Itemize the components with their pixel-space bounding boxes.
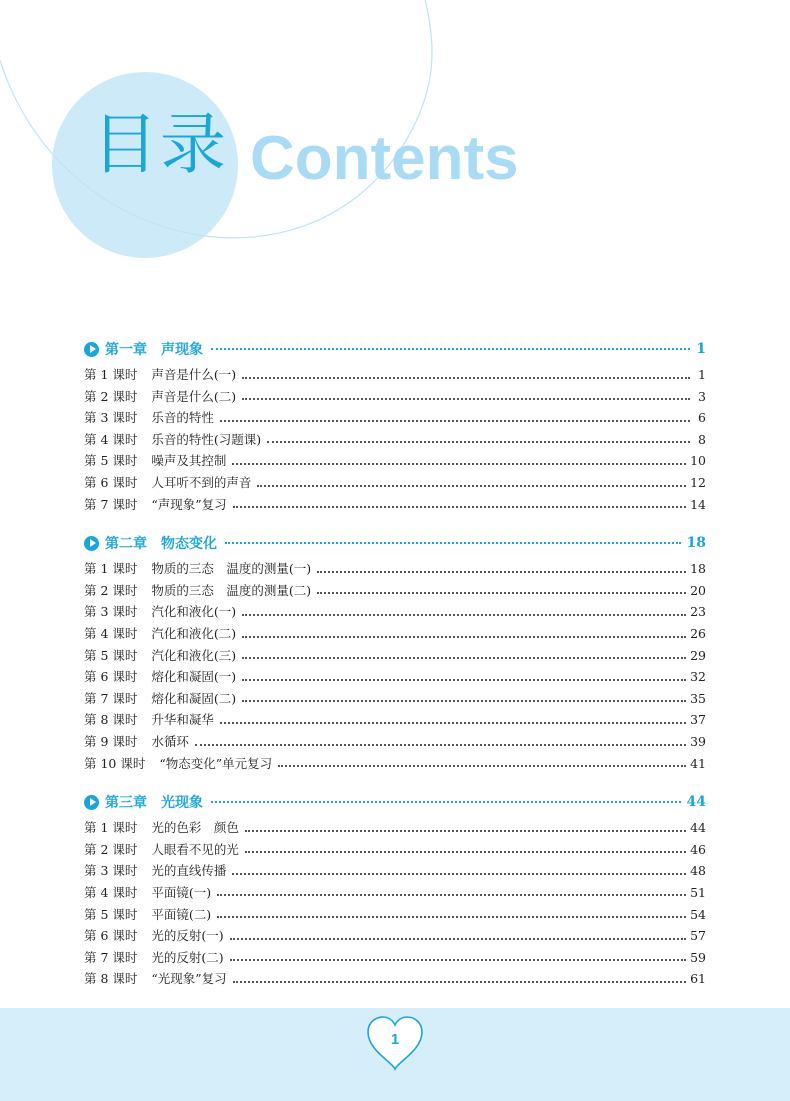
lesson-title: 汽化和液化(二) — [151, 626, 237, 642]
dot-leader — [242, 679, 686, 681]
lesson-title: 声音是什么(二) — [151, 388, 237, 404]
dot-leader — [211, 801, 681, 803]
page-number: 1 — [390, 1031, 400, 1048]
lesson-title: 熔化和凝固(二) — [151, 690, 237, 706]
lesson-title: 乐音的特性(习题课) — [151, 431, 262, 447]
dot-leader — [267, 441, 690, 443]
chapter-number: 第三章 — [105, 795, 147, 812]
lesson-page: 46 — [690, 841, 706, 857]
dot-leader — [233, 506, 686, 508]
dot-leader — [245, 851, 686, 853]
chapter-title: 光现象 — [161, 795, 203, 812]
lesson-page: 59 — [690, 949, 706, 965]
lesson-page: 54 — [690, 906, 706, 922]
title-english: Contents — [250, 124, 519, 193]
lesson-number: 第 2 课时 — [84, 841, 138, 857]
lesson-number: 第 2 课时 — [84, 582, 138, 598]
lesson-row[interactable] — [84, 727, 706, 749]
lesson-title: 汽化和液化(三) — [151, 647, 237, 663]
lesson-title: 光的反射(二) — [151, 949, 224, 965]
lesson-row[interactable] — [84, 403, 706, 425]
chapter-row[interactable] — [84, 338, 706, 360]
lesson-number: 第 5 课时 — [84, 453, 138, 469]
lesson-page: 57 — [690, 928, 706, 944]
lesson-page: 1 — [698, 367, 706, 383]
lesson-row[interactable] — [84, 856, 706, 878]
lesson-row[interactable] — [84, 468, 706, 490]
dot-leader — [232, 463, 686, 465]
chapter-row[interactable] — [84, 791, 706, 813]
lesson-number: 第 1 课时 — [84, 367, 138, 383]
dot-leader — [242, 636, 686, 638]
dot-leader — [232, 873, 686, 875]
lesson-row[interactable] — [84, 684, 706, 706]
dot-leader — [242, 700, 686, 702]
lesson-page: 35 — [690, 690, 706, 706]
dot-leader — [220, 722, 686, 724]
lesson-row[interactable] — [84, 360, 706, 382]
dot-leader — [233, 981, 686, 983]
lesson-page: 18 — [690, 561, 706, 577]
play-icon — [84, 342, 99, 357]
lesson-row[interactable] — [84, 813, 706, 835]
chapter-block — [84, 338, 706, 511]
lesson-number: 第 9 课时 — [84, 734, 138, 749]
lesson-number: 第 5 课时 — [84, 647, 138, 663]
dot-leader — [242, 398, 690, 400]
lesson-page: 37 — [690, 712, 706, 728]
lesson-number: 第 2 课时 — [84, 388, 138, 404]
lesson-row[interactable] — [84, 554, 706, 576]
lesson-page: 61 — [690, 971, 706, 987]
chapter-number: 第二章 — [105, 536, 147, 553]
lesson-row[interactable] — [84, 964, 706, 986]
lesson-number: 第 4 课时 — [84, 884, 138, 900]
dot-leader — [195, 744, 686, 746]
chapter-page: 1 — [696, 341, 706, 357]
lesson-page: 3 — [698, 388, 706, 404]
lesson-row[interactable] — [84, 943, 706, 965]
dot-leader — [230, 959, 686, 961]
lesson-page: 41 — [690, 755, 706, 771]
lesson-title: “光现象”复习 — [151, 971, 227, 987]
lesson-row[interactable] — [84, 446, 706, 468]
chapter-block — [84, 532, 706, 770]
lesson-number: 第 3 课时 — [84, 410, 138, 426]
lesson-page: 14 — [690, 496, 706, 512]
lesson-title: 物质的三态 温度的测量(一) — [151, 561, 312, 577]
lesson-title: 平面镜(二) — [151, 906, 212, 922]
chapter-page: 44 — [686, 794, 706, 811]
lesson-title: 光的反射(一) — [151, 928, 224, 944]
lesson-number: 第 5 课时 — [84, 906, 138, 922]
lesson-page: 10 — [690, 453, 706, 469]
lesson-row[interactable] — [84, 641, 706, 663]
lesson-number: 第 4 课时 — [84, 431, 138, 447]
dot-leader — [217, 894, 686, 896]
lesson-number: 第 6 课时 — [84, 475, 138, 491]
lesson-title: 平面镜(一) — [151, 884, 212, 900]
dot-leader — [278, 765, 686, 767]
lesson-number: 第 6 课时 — [84, 669, 138, 685]
dot-leader — [317, 592, 686, 594]
lesson-row[interactable] — [84, 662, 706, 684]
lesson-row[interactable] — [84, 878, 706, 900]
lesson-row[interactable] — [84, 597, 706, 619]
lesson-title: 人耳听不到的声音 — [151, 475, 252, 491]
dot-leader — [242, 377, 690, 379]
lesson-row[interactable] — [84, 425, 706, 447]
lesson-row[interactable] — [84, 619, 706, 641]
lesson-row[interactable] — [84, 490, 706, 512]
lesson-number: 第 10 课时 — [84, 755, 146, 771]
lesson-page: 32 — [690, 669, 706, 685]
lesson-page: 29 — [690, 647, 706, 663]
lesson-page: 6 — [698, 410, 706, 426]
dot-leader — [211, 348, 690, 350]
lesson-title: 熔化和凝固(一) — [151, 669, 237, 685]
lesson-page: 26 — [690, 626, 706, 642]
table-of-contents — [84, 338, 706, 1007]
lesson-title: 人眼看不见的光 — [151, 841, 239, 857]
lesson-number: 第 7 课时 — [84, 496, 138, 512]
lesson-title: 噪声及其控制 — [151, 453, 227, 469]
lesson-number: 第 1 课时 — [84, 820, 138, 836]
lesson-number: 第 7 课时 — [84, 949, 138, 965]
lesson-number: 第 3 课时 — [84, 604, 138, 620]
chapter-block — [84, 791, 706, 986]
lesson-row[interactable] — [84, 835, 706, 857]
lesson-title: 乐音的特性 — [151, 410, 214, 426]
title-chinese: 目录 — [92, 106, 228, 183]
lesson-page: 23 — [690, 604, 706, 620]
dot-leader — [242, 614, 686, 616]
chapter-title: 物态变化 — [161, 536, 217, 553]
lesson-row[interactable] — [84, 705, 706, 727]
chapter-page: 18 — [686, 535, 706, 552]
play-icon — [84, 795, 99, 810]
lesson-number: 第 3 课时 — [84, 863, 138, 879]
dot-leader — [225, 542, 681, 544]
lesson-number: 第 1 课时 — [84, 561, 138, 577]
lesson-number: 第 7 课时 — [84, 690, 138, 706]
chapter-row[interactable] — [84, 532, 706, 554]
lesson-page: 8 — [698, 431, 706, 447]
lesson-page: 44 — [690, 820, 706, 836]
lesson-row[interactable] — [84, 382, 706, 404]
lesson-row[interactable] — [84, 921, 706, 943]
lesson-page: 39 — [690, 734, 706, 749]
lesson-title: 声音是什么(一) — [151, 367, 237, 383]
lesson-title: 光的直线传播 — [151, 863, 227, 879]
lesson-number: 第 4 课时 — [84, 626, 138, 642]
chapter-title: 声现象 — [161, 342, 203, 358]
lesson-row[interactable] — [84, 899, 706, 921]
lesson-title: 汽化和液化(一) — [151, 604, 237, 620]
dot-leader — [257, 485, 686, 487]
lesson-page: 48 — [690, 863, 706, 879]
dot-leader — [220, 420, 690, 422]
play-icon — [84, 536, 99, 551]
lesson-title: 水循环 — [151, 734, 189, 749]
lesson-title: 光的色彩 颜色 — [151, 820, 239, 836]
lesson-title: 升华和凝华 — [151, 712, 214, 728]
lesson-row[interactable] — [84, 576, 706, 598]
lesson-title: “物态变化”单元复习 — [159, 755, 273, 771]
dot-leader — [242, 657, 686, 659]
dot-leader — [217, 916, 686, 918]
lesson-title: “声现象”复习 — [151, 496, 227, 512]
lesson-number: 第 8 课时 — [84, 971, 138, 987]
lesson-title: 物质的三态 温度的测量(二) — [151, 582, 312, 598]
lesson-number: 第 8 课时 — [84, 712, 138, 728]
lesson-number: 第 6 课时 — [84, 928, 138, 944]
lesson-page: 12 — [690, 475, 706, 491]
lesson-page: 20 — [690, 582, 706, 598]
lesson-page: 51 — [690, 884, 706, 900]
dot-leader — [245, 830, 686, 832]
chapter-number: 第一章 — [105, 342, 147, 358]
dot-leader — [230, 938, 686, 940]
lesson-row[interactable] — [84, 749, 706, 771]
dot-leader — [317, 571, 686, 573]
